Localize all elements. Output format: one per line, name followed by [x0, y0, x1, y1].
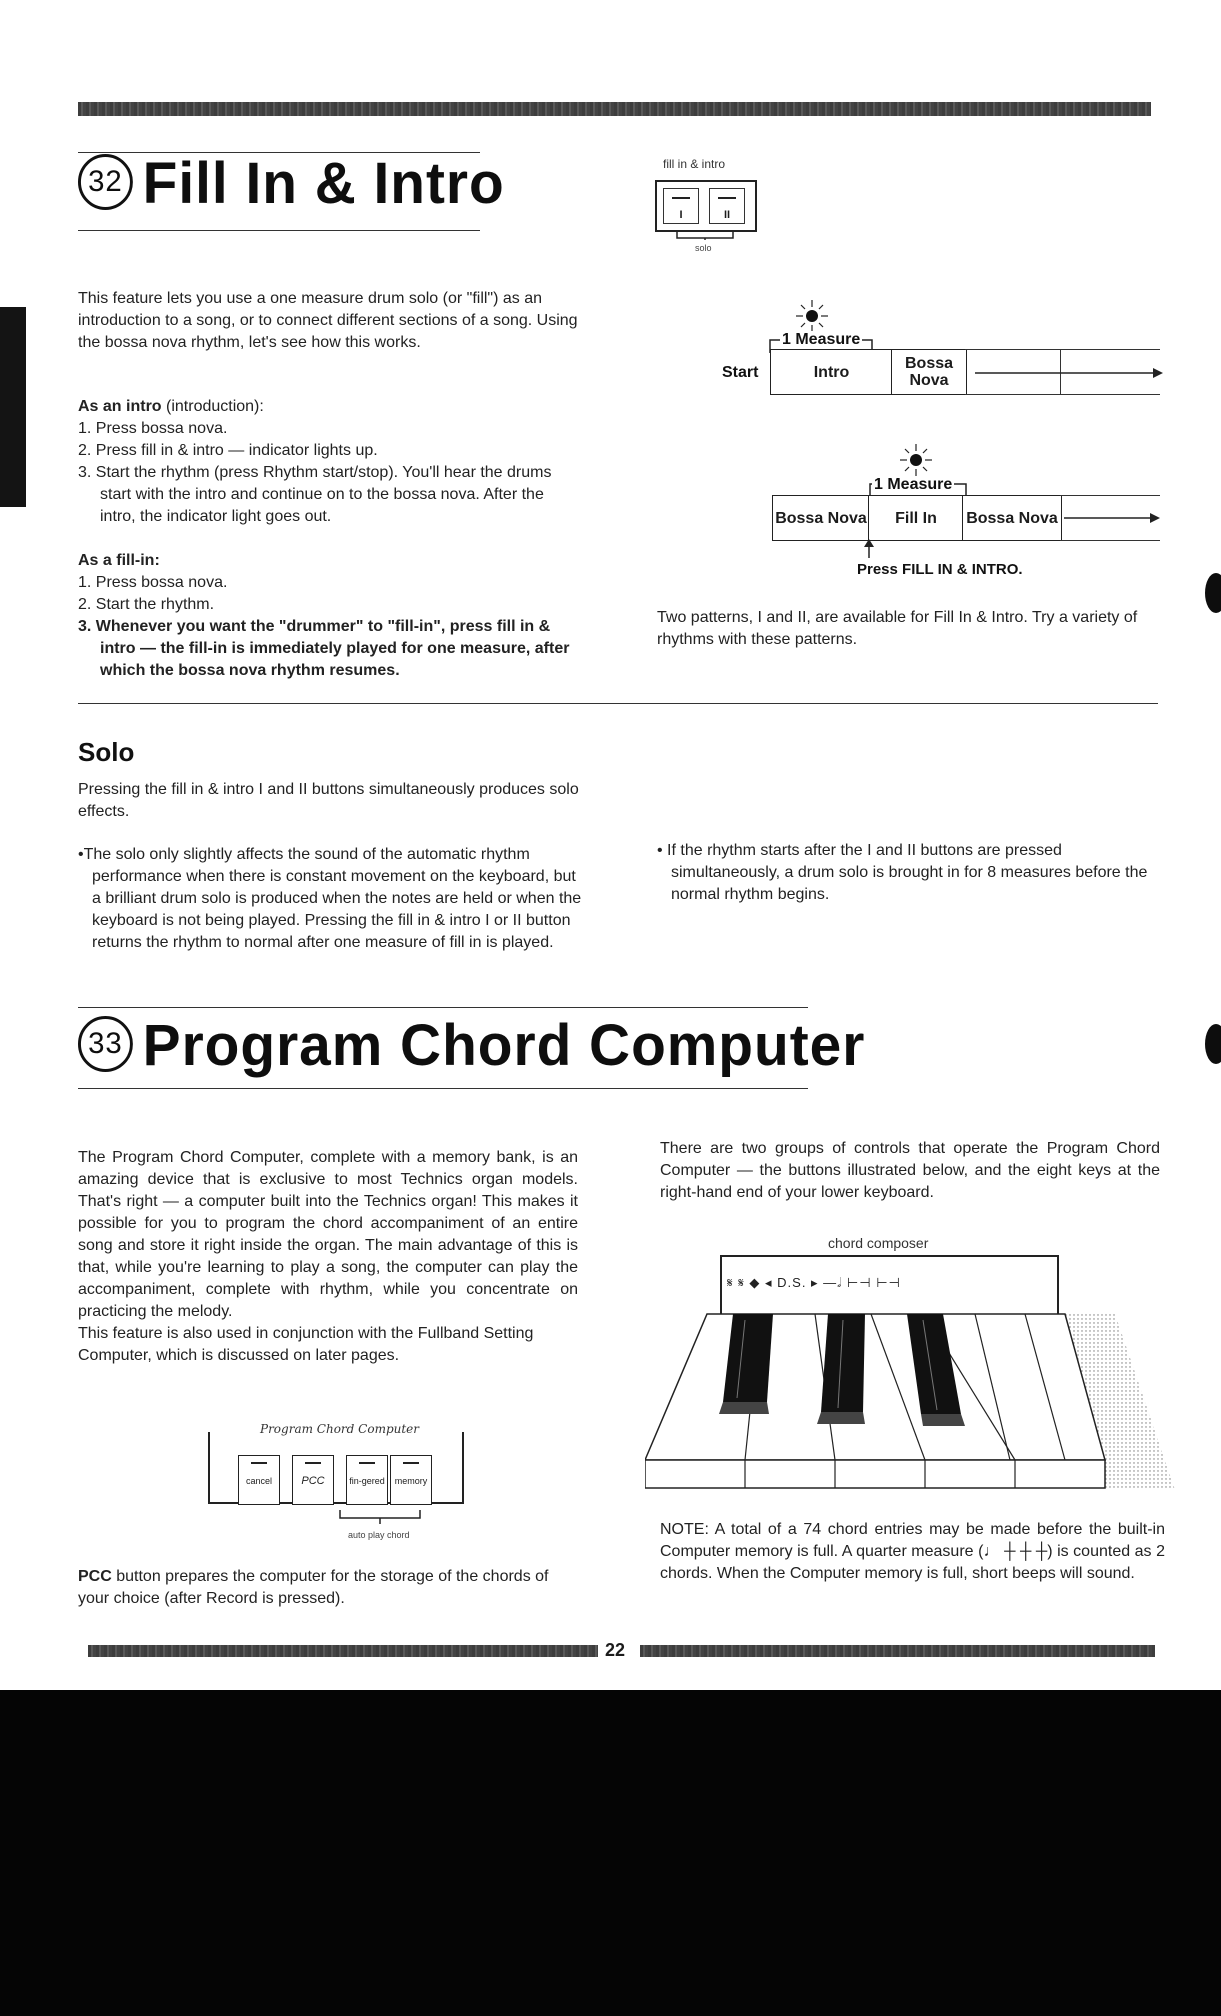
indicator-light-icon-2 — [898, 442, 934, 478]
auto-play-bracket — [338, 1508, 422, 1526]
pcc-left-text — [78, 1147, 578, 1367]
pcc-caption: Program Chord Computer — [256, 1422, 423, 1436]
page-number: 22 — [605, 1640, 626, 1660]
start-label: Start — [722, 364, 759, 381]
intro-step-2: 2. Press fill in & intro — indicator lights up. — [78, 442, 378, 459]
diagram2-line-bottom — [1060, 540, 1160, 541]
solo-heading: Solo — [78, 737, 135, 767]
press-fill-intro-label: Press FILL IN & INTRO. — [857, 561, 1023, 578]
as-intro-heading: As an intro (introduction): — [78, 398, 264, 415]
diagram1-arrow — [975, 366, 1165, 380]
as-fill-heading: As a fill-in: — [78, 552, 160, 569]
measure-label-2: 1 Measure — [874, 476, 953, 493]
pcc-paragraph-1: The Program Chord Computer, complete with a memory bank, is an amazing device that is exclusive to most Technics organ models. That's right — a computer built into the Technics organ! This makes it possible for you to program the chord accompaniment of an entire song and store it right inside the organ. The main advantage of this is that, while you're learning to play a song, the computer can play the accompaniment, complete with rhythm, while you concentrate on practicing the melody. — [78, 1149, 578, 1320]
note-text: NOTE: A total of a 74 chord entries may be made before the built-in Computer memory is full. A quarter measure (♩ ┼ ┼ ┼) is counted as 2 chords. When the Computer memory is full, short beeps will sound. — [660, 1521, 1165, 1582]
fill-step-2: 2. Start the rhythm. — [78, 596, 215, 613]
press-arrow — [862, 539, 876, 559]
chord-composer-label: chord composer — [828, 1235, 929, 1251]
section33-title-text: Program Chord Computer — [142, 1013, 866, 1078]
fill-step-3: 3. Whenever you want the "drummer" to "fill-in", press fill in & intro — the fill-in is immediately played for one measure, after which the bossa nova rhythm resumes. — [78, 618, 570, 679]
binder-hole-2 — [1205, 1024, 1221, 1064]
solo-bullet-right: • If the rhythm starts after the I and II buttons are pressed simultaneously, a drum solo is brought in for 8 measures before the normal rhythm begins. — [657, 842, 1148, 903]
solo-sub-label: solo — [695, 243, 712, 253]
section32-title — [78, 150, 505, 217]
section32-intro-paragraph — [78, 288, 578, 354]
pcc-paragraph-2: This feature is also used in conjunction with the Fullband Setting Computer, which is discussed on later pages. — [78, 1325, 534, 1364]
bottom-rule-right — [640, 1645, 1155, 1657]
fill-intro-button-group — [655, 180, 757, 232]
diagram1-line-bottom — [965, 394, 1160, 395]
pcc-button-text: PCC button prepares the computer for the storage of the chords of your choice (after Record is pressed). — [78, 1568, 549, 1607]
pcc-right-paragraph: There are two groups of controls that operate the Program Chord Computer — the buttons illustrated below, and the eight keys at the right-hand end of your lower keyboard. — [660, 1140, 1160, 1201]
section32-title-text: Fill In & Intro — [142, 151, 505, 216]
keyboard-illustration — [645, 1310, 1175, 1500]
pcc-cancel-button[interactable]: cancel — [238, 1455, 280, 1505]
fill-step-1: 1. Press bossa nova. — [78, 574, 228, 591]
title33-rule-top — [78, 1007, 808, 1008]
diagram2-cell-fill: Fill In — [868, 495, 964, 541]
solo-bullet-left: •The solo only slightly affects the sound of the automatic rhythm performance when there is constant movement on the keyboard, but a brilliant drum solo is produced when the notes are held or when the keyboard is not being played. Pressing the fill in & intro I or II button returns the rhythm to normal after one measure of fill in is played. — [78, 846, 582, 951]
title33-rule-bottom — [78, 1088, 808, 1089]
solo-bracket — [675, 228, 735, 242]
section33-title — [78, 1012, 865, 1079]
top-rule — [78, 102, 1151, 116]
diagram2-arrow — [1064, 511, 1162, 525]
measure-label-1: 1 Measure — [782, 331, 861, 348]
intro-paragraph-text: This feature lets you use a one measure drum solo (or "fill") as an introduction to a song, or to connect different sections of a song. Using the bossa nova rhythm, let's see how this works. — [78, 290, 578, 351]
section32-number: 32 — [78, 154, 133, 210]
as-intro-block — [78, 396, 583, 528]
auto-play-chord-label: auto play chord — [348, 1530, 410, 1540]
diagram2-cell-bossa-1: Bossa Nova — [772, 495, 870, 541]
as-fill-block — [78, 550, 583, 682]
side-tab — [0, 307, 26, 507]
intro-step-1: 1. Press bossa nova. — [78, 420, 228, 437]
bottom-rule-left — [88, 1645, 598, 1657]
pcc-fingered-button[interactable]: fin-gered — [346, 1455, 388, 1505]
solo-intro: Pressing the fill in & intro I and II buttons simultaneously produces solo effects. — [78, 781, 579, 820]
binder-hole-1 — [1205, 573, 1221, 613]
chord-composer-marks: 𝄋 𝄋 ◆ ◂ D.S. ▸ —𝅗𝅥 ⊢⊣ ⊢⊣ — [727, 1275, 901, 1290]
diagram1-cell-intro: Intro — [770, 349, 893, 395]
patterns-text: Two patterns, I and II, are available for Fill In & Intro. Try a variety of rhythms with these patterns. — [657, 609, 1138, 648]
diagram1-cell-bossa: Bossa Nova — [891, 349, 967, 395]
fill-intro-button-2[interactable]: II — [709, 188, 745, 224]
fill-intro-caption: fill in & intro — [663, 157, 726, 171]
intro-step-3: 3. Start the rhythm (press Rhythm start/stop). You'll hear the drums start with the intro and continue on to the bossa nova. After the intro, the indicator light goes out. — [78, 464, 552, 525]
section32-divider — [78, 703, 1158, 704]
section33-number: 33 — [78, 1016, 133, 1072]
diagram2-cell-bossa-2: Bossa Nova — [962, 495, 1062, 541]
pcc-memory-button[interactable]: memory — [390, 1455, 432, 1505]
fill-intro-button-1[interactable]: I — [663, 188, 699, 224]
title32-rule-bottom — [78, 230, 480, 231]
diagram2-line-top — [1060, 495, 1160, 496]
indicator-light-icon-1 — [794, 298, 830, 334]
scan-bottom-background — [0, 1690, 1221, 2016]
diagram1-line-top — [965, 349, 1160, 350]
pcc-button[interactable]: PCC — [292, 1455, 334, 1505]
